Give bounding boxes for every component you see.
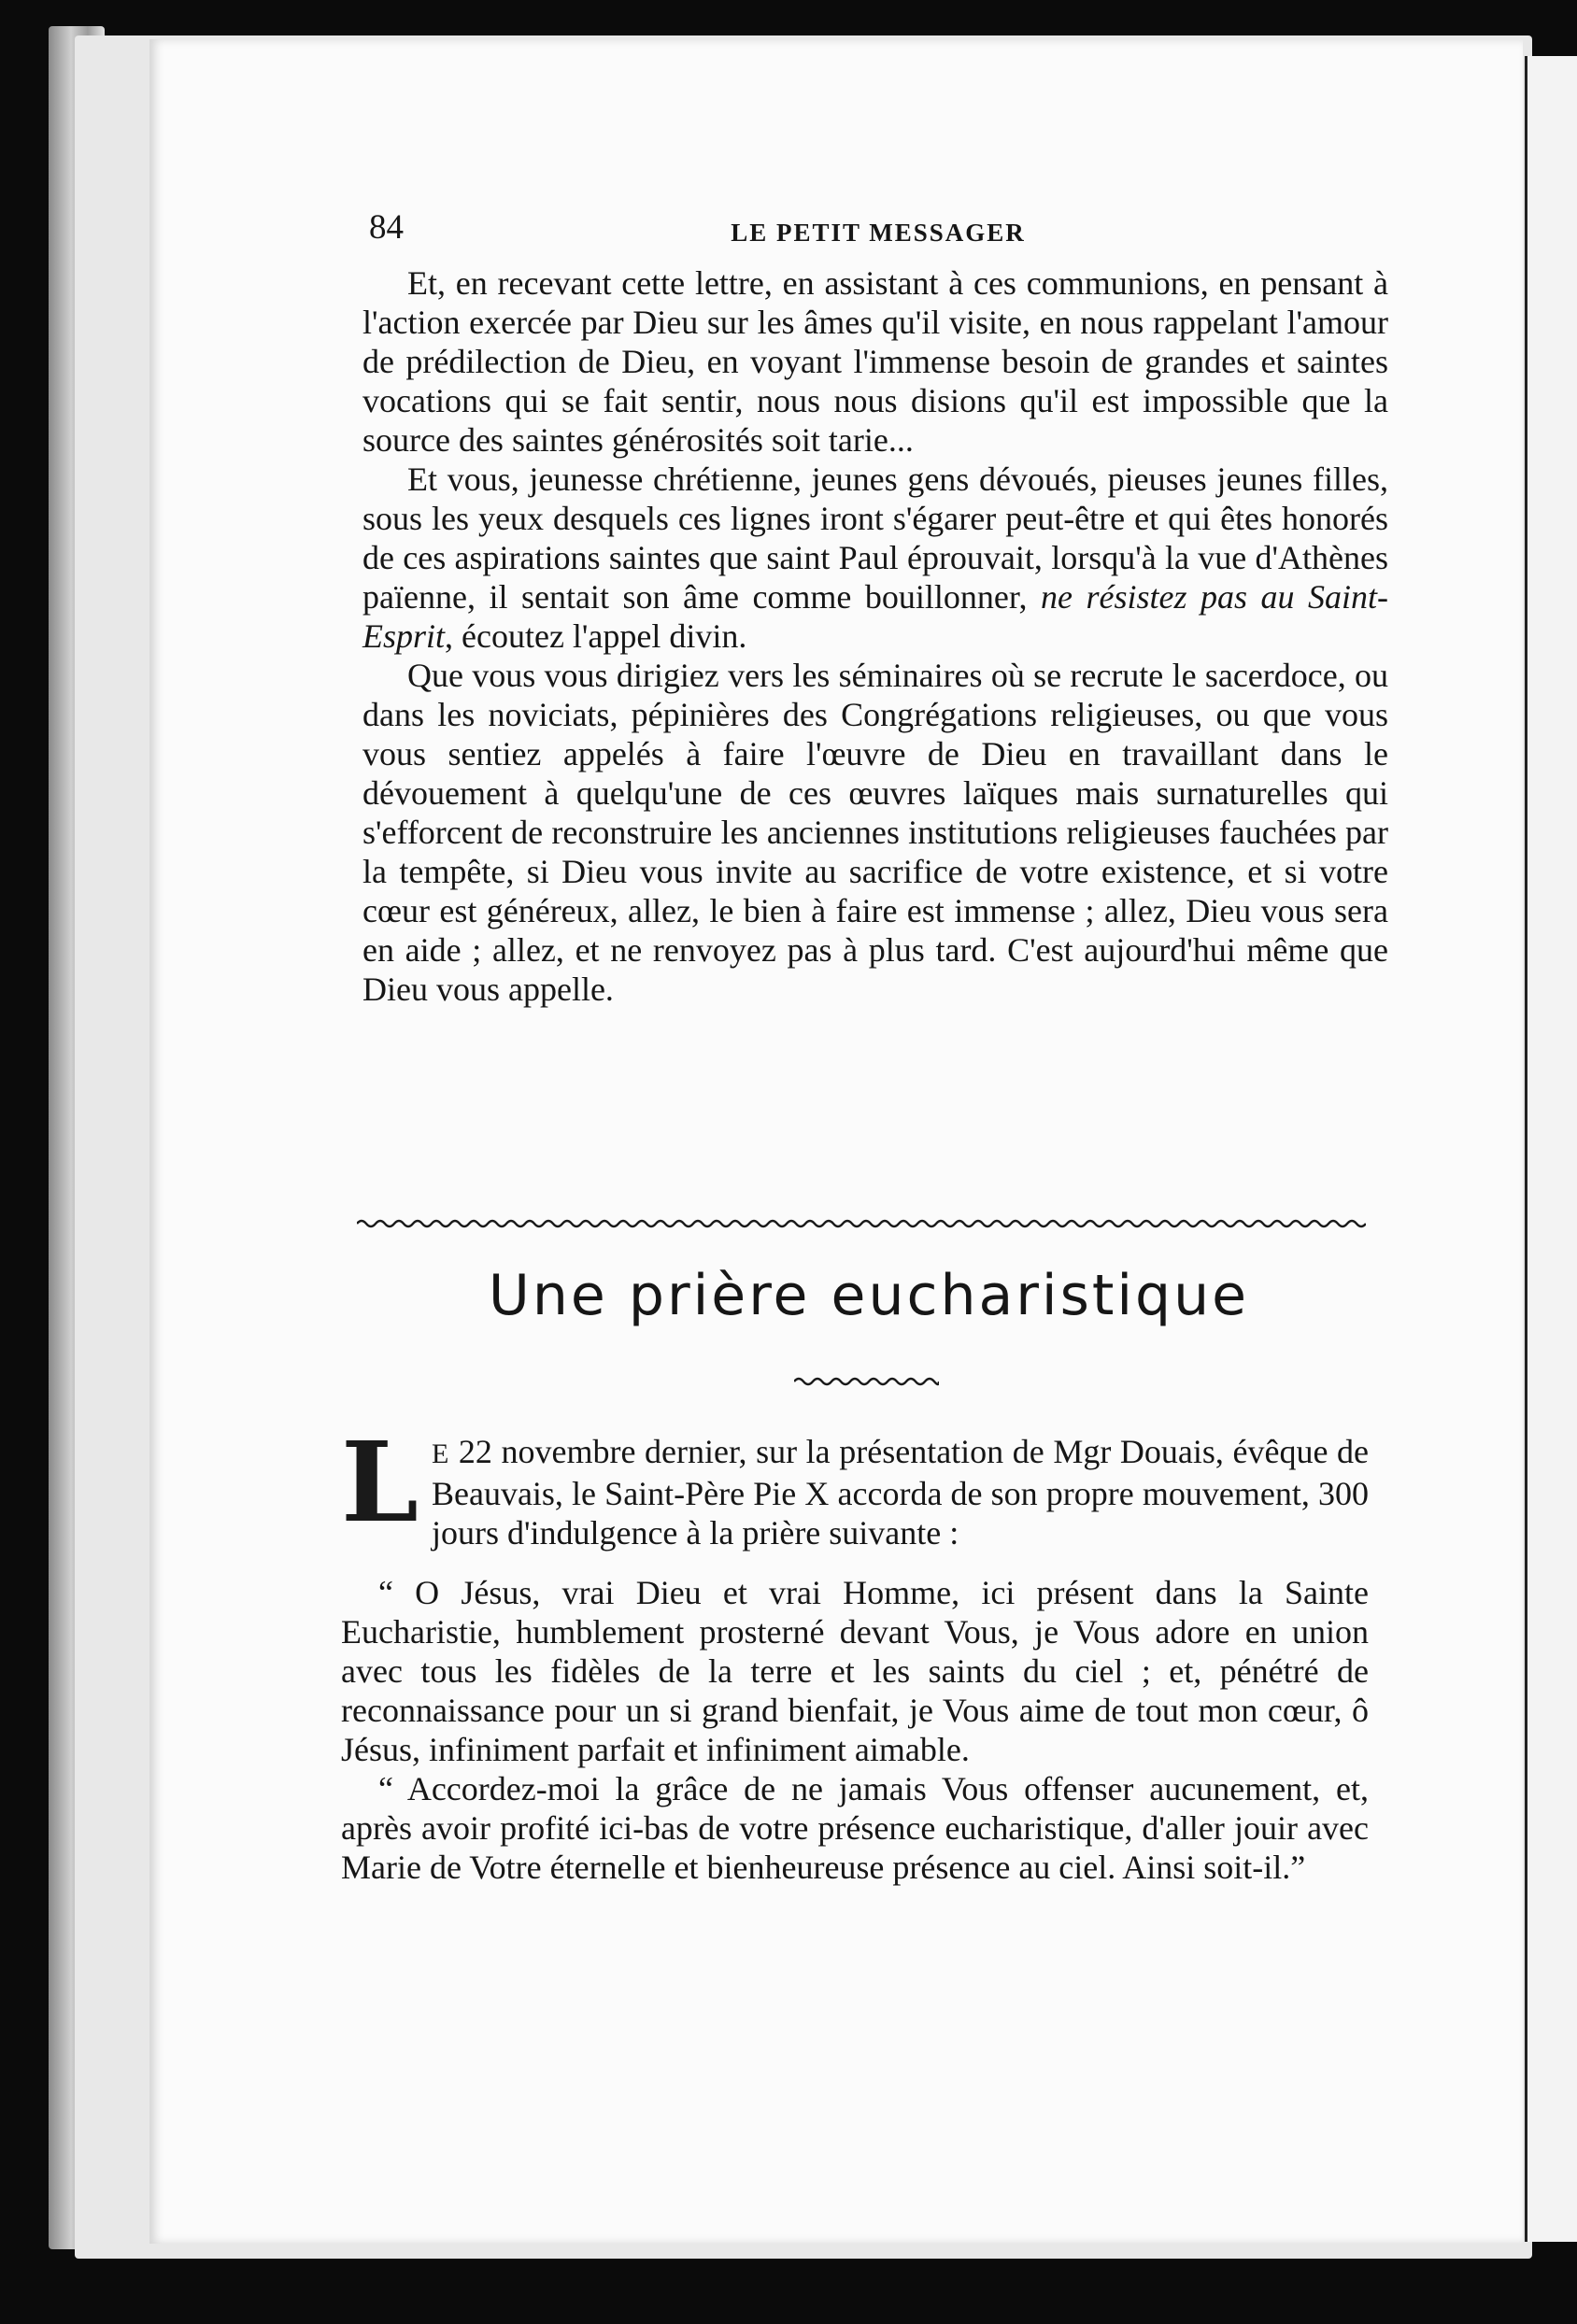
- facing-page-edge: [1525, 56, 1577, 2242]
- paragraph-2-italic: ne résistez pas au Saint-Esprit: [362, 578, 1389, 655]
- paragraph-1: Et, en recevant cette lettre, en assistant à ces communions, en pensant à l'action exercée par Dieu sur les âmes qu'il visite, en nous rappelant l'amour de prédilection de Dieu, en voyant l'immense besoin de grandes et saintes vocations qui se fait sentir, nous nous disions qu'il est impossible que la source des saintes générosités soit tarie...: [362, 264, 1388, 459]
- article-body: [362, 263, 1388, 1009]
- paragraph-2-start: Et vous, jeunesse chrétienne, jeunes gens dévoués, pieuses jeunes filles, sous les yeux desquels ces lignes iront s'égarer peut-être et qui êtes honorés de ces aspirations saintes que saint Paul éprouvait, lorsqu'à la vue d'Athènes païenne, il sentait son âme comme bouillonner,: [362, 461, 1388, 616]
- paragraph-2: [362, 460, 1388, 656]
- drop-cap: L: [341, 1417, 419, 1547]
- intro-paragraph: [341, 1417, 1369, 1552]
- section-title: Une prière eucharistique: [488, 1263, 1250, 1328]
- prayer-paragraph-1: “ O Jésus, vrai Dieu et vrai Homme, ici présent dans la Sainte Eucharistie, humblement prosterné devant Vous, je Vous adore en union avec tous les fidèles de la terre et les saints du ciel ; et, pénétré de reconnaissance pour un si grand bienfait, je Vous aime de tout mon cœur, ô Jésus, infiniment parfait et infiniment aimable.: [341, 1574, 1369, 1768]
- page-header: [369, 207, 1387, 254]
- intro-text: 22 novembre dernier, sur la présentation de Mgr Douais, évêque de Beauvais, le Saint-Père Pie X accorda de son propre mouvement, 300 jours d'indulgence à la prière suivante :: [431, 1433, 1369, 1552]
- paragraph-2-end: , écoutez l'appel divin.: [445, 617, 747, 655]
- paragraph-3: Que vous vous dirigiez vers les séminaires où se recrute le sacerdoce, ou dans les noviciats, pépinières des Congrégations religieuses, ou que vous vous sentiez appelés à faire l'œuvre de Dieu en travaillant dans le dévouement à quelqu'une de ces œuvres laïques mais surnaturelles qui s'efforcent de reconstruire les anciennes institutions religieuses fauchées par la tempête, si Dieu vous invite au sacrifice de votre existence, et si votre cœur est généreux, allez, le bien à faire est immense ; allez, Dieu vous sera en aide ; allez, et ne renvoyez pas à plus tard. C'est aujourd'hui même que Dieu vous appelle.: [362, 657, 1388, 1008]
- wavy-divider: [357, 1214, 1366, 1233]
- running-title: LE PETIT MESSAGER: [731, 219, 1026, 247]
- prayer-paragraph-2: “ Accordez-moi la grâce de ne jamais Vous offenser aucunement, et, après avoir profité ici-bas de votre présence eucharistique, d'aller jouir avec Marie de Votre éternelle et bienheureuse présence au ciel. Ainsi soit-il.”: [341, 1770, 1369, 1886]
- page-number: 84: [369, 208, 404, 247]
- title-ornament: [794, 1373, 939, 1390]
- article-2-body: [341, 1417, 1369, 1887]
- lead-letter: E: [431, 1438, 450, 1469]
